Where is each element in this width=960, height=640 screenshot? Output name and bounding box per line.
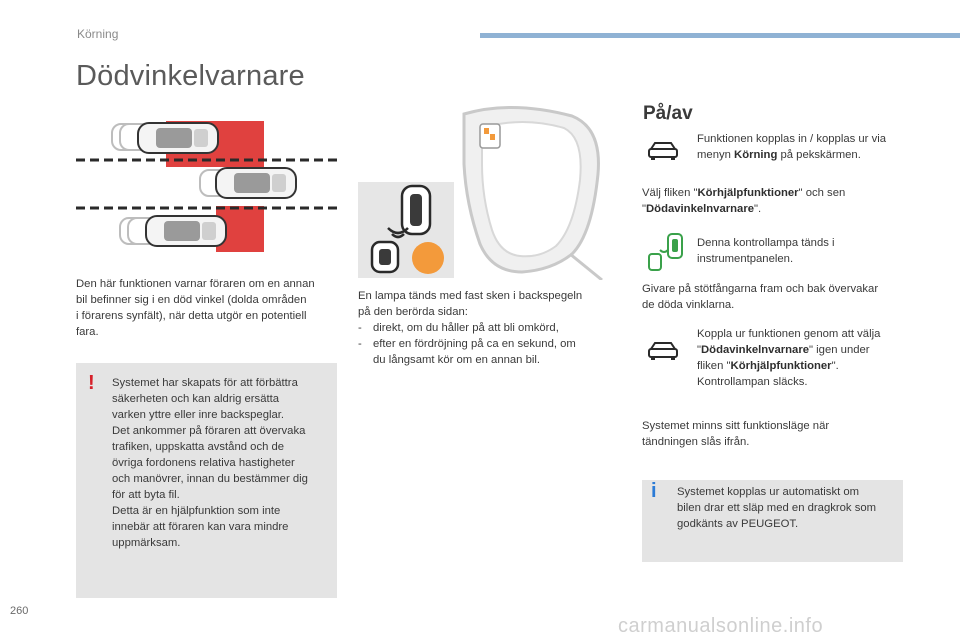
tab-text: Välj fliken "Körhjälpfunktioner" och sen "Dödavinkelnvarnare". — [642, 187, 846, 215]
lamp-description: Denna kontrollampa tänds i instrumentpanelen. — [697, 237, 835, 265]
car-middle — [216, 168, 296, 198]
warning-text: Systemet har skapats för att förbättra säkerheten och kan aldrig ersätta varken yttre eller inre backspeglar. Det ankommer på föraren att övervaka trafiken, uppskatta avstånd och de övriga fordonens relativa hastigheter och manövrer, innan du bestämmer dig för att byta fil. Detta är en hjälpfunktion som inte innebär att föraren kan vara mindre uppmärksam. — [112, 377, 308, 549]
section-heading: På/av — [643, 103, 693, 124]
sensors-text: Givare på stötfångarna fram och bak övervakar de döda vinklarna. — [642, 283, 879, 311]
car-front-icon — [646, 140, 680, 162]
lamp-text: En lampa tänds med fast sken i backspegeln på den berörda sidan: - direkt, om du håller på att bli omkörd, - efter en fördröjning på ca en sekund, om du långsamt kör om en annan bil. — [358, 288, 618, 368]
blind-spot-lamp-orange — [412, 242, 444, 274]
blind-spot-lamp-icon — [646, 232, 688, 272]
bullet-item: - efter en fördröjning på ca en sekund, om du långsamt kör om en annan bil. — [358, 338, 576, 366]
side-mirror-illustration — [452, 104, 604, 280]
car-top — [138, 123, 218, 153]
blind-spot-illustration — [76, 118, 338, 253]
info-text: Systemet kopplas ur automatiskt om bilen drar ett släp med en dragkrok som godkänts av PEUGEOT. — [677, 486, 877, 530]
bullet-item: - direkt, om du håller på att bli omkörd, — [358, 322, 559, 334]
mirror-lamp-illustration — [358, 182, 454, 278]
info-icon: i — [651, 480, 657, 502]
section-title: Körning — [77, 27, 119, 41]
warning-icon: ! — [88, 372, 95, 394]
off-instructions: Koppla ur funktionen genom att välja "Dödavinkelnvarnare" igen under fliken "Körhjälpfunktioner". Kontrollampan släcks. — [697, 328, 881, 388]
page-title: Dödvinkelvarnare — [76, 60, 305, 92]
menu-text: Funktionen kopplas in / kopplas ur via menyn Körning på pekskärmen. — [697, 133, 887, 161]
car-front-icon — [646, 340, 680, 362]
page-number: 260 — [10, 605, 29, 617]
car-bottom — [146, 216, 226, 246]
accent-bar — [480, 33, 960, 38]
watermark: carmanualsonline.info — [618, 615, 824, 637]
memory-text: Systemet minns sitt funktionsläge när tändningen slås ifrån. — [642, 420, 830, 448]
intro-text: Den här funktionen varnar föraren om en annan bil befinner sig i en död vinkel (dolda områden i förarens synfält), när detta utgör en potentiell fara. — [76, 278, 315, 338]
